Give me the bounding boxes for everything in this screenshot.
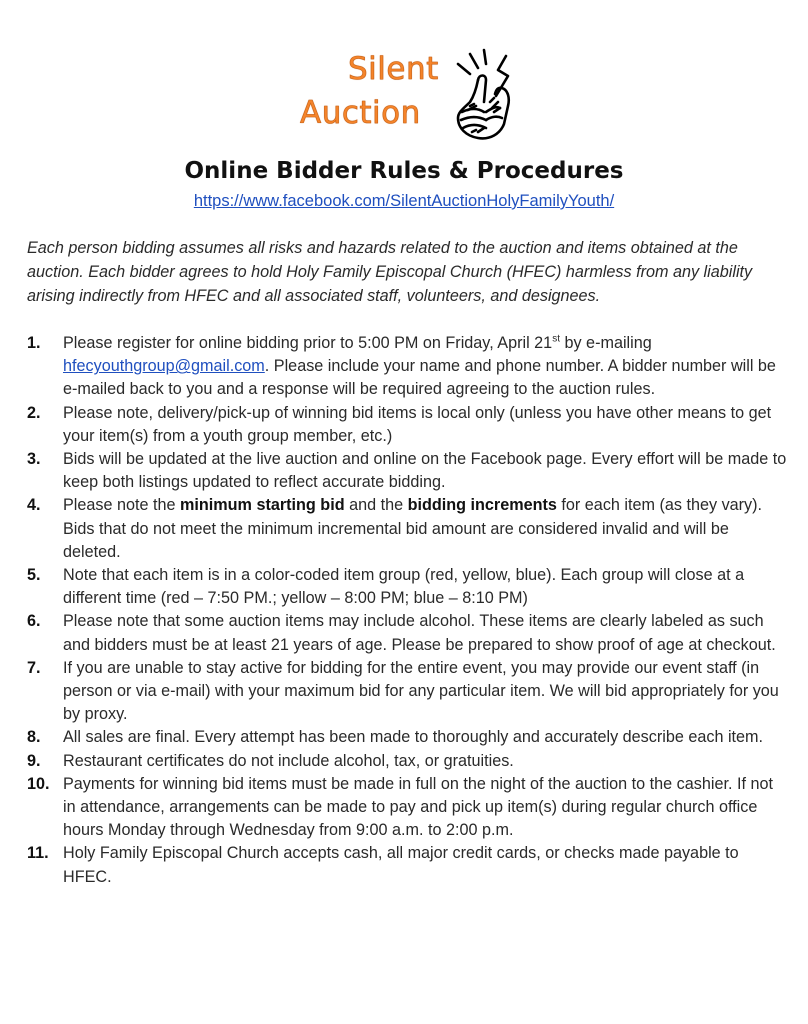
logo-auction-text: Auction xyxy=(300,95,421,131)
logo-silent-text: Silent xyxy=(348,51,439,87)
rule-number: 3. xyxy=(27,450,41,469)
rule-text: Please note, delivery/pick-up of winning bid items is local only (unless you have other means to get your item(s) from a youth group member, etc.) xyxy=(63,403,772,445)
rule-text: . Please include your name and phone number. A bidder number will be e-mailed back to you and a response will be required agreeing to the auction rules. xyxy=(63,357,776,399)
rule-item xyxy=(27,402,787,448)
rule-text: Please note that some auction items may include alcohol. These items are clearly labeled as such and bidders must be at least 21 years of age. Please be prepared to show proof of age at checkout. xyxy=(63,612,776,654)
page-title: Online Bidder Rules & Procedures xyxy=(184,158,624,184)
rule-item xyxy=(27,842,787,888)
rule-number: 7. xyxy=(27,658,41,677)
rule-item xyxy=(27,726,787,749)
rule-number: 1. xyxy=(27,334,41,352)
raised-hand-icon xyxy=(448,46,528,146)
facebook-link[interactable]: https://www.facebook.com/SilentAuctionHolyFamilyYouth/ xyxy=(193,192,615,210)
rule-number: 5. xyxy=(27,566,41,585)
rule-item xyxy=(27,750,787,773)
email-link[interactable]: hfecyouthgroup@gmail.com xyxy=(63,357,265,376)
rule-text: and the xyxy=(344,496,408,515)
minimum-starting-bid-emphasis: minimum starting bid xyxy=(180,496,345,515)
rule-text: Restaurant certificates do not include alcohol, tax, or gratuities. xyxy=(63,751,514,770)
rule-number: 2. xyxy=(27,403,41,422)
rule-number: 4. xyxy=(27,496,41,515)
rule-number: 10. xyxy=(27,774,50,793)
silent-auction-logo xyxy=(296,50,536,150)
rule-item xyxy=(27,332,787,402)
rule-text: Please register for online bidding prior to 5:00 PM on Friday, April 21 xyxy=(63,334,553,352)
rule-number: 11. xyxy=(27,844,49,863)
rule-text: Bids will be updated at the live auction and online on the Facebook page. Every effort will be made to keep both listings updated to reflect accurate bidding. xyxy=(63,450,787,492)
rule-text: Holy Family Episcopal Church accepts cash, all major credit cards, or checks made payable to HFEC. xyxy=(63,844,739,886)
rule-item xyxy=(27,494,787,564)
rule-item xyxy=(27,610,787,656)
rule-text: by e-mailing xyxy=(559,334,652,352)
rule-item xyxy=(27,773,787,843)
rule-number: 8. xyxy=(27,728,41,747)
rule-text: Payments for winning bid items must be made in full on the night of the auction to the cashier. If not in attendance, arrangements can be made to pay and pick up item(s) during regular church office hours Monday through Wednesday from 9:00 a.m. to 2:00 p.m. xyxy=(63,774,773,840)
bidding-increments-emphasis: bidding increments xyxy=(407,496,557,515)
rule-text: All sales are final. Every attempt has been made to thoroughly and accurately describe each item. xyxy=(63,728,764,747)
rule-item xyxy=(27,564,787,610)
rule-number: 9. xyxy=(27,751,41,770)
rule-number: 6. xyxy=(27,612,41,631)
rule-text: Please note the xyxy=(63,496,180,515)
rule-item xyxy=(27,657,787,727)
rule-text: If you are unable to stay active for bidding for the entire event, you may provide our event staff (in person or via e-mail) with your maximum bid for any particular item. We will bid appropriately for you by proxy. xyxy=(63,658,779,724)
rule-text: for each item (as they vary). Bids that do not meet the minimum incremental bid amount are considered invalid and will be deleted. xyxy=(63,496,763,561)
disclaimer-paragraph: Each person bidding assumes all risks and hazards related to the auction and items obtained at the auction. Each bidder agrees to hold Holy Family Episcopal Church (HFEC) harmless from any liability arising indirectly from HFEC and all associated staff, volunteers, and designees. xyxy=(27,239,753,305)
ordinal-suffix: st xyxy=(552,333,560,345)
rule-item xyxy=(27,448,787,494)
rule-text: Note that each item is in a color-coded item group (red, yellow, blue). Each group will close at a different time (red – 7:50 PM.; yellow – 8:00 PM; blue – 8:10 PM) xyxy=(63,566,745,608)
rules-list xyxy=(27,332,787,889)
